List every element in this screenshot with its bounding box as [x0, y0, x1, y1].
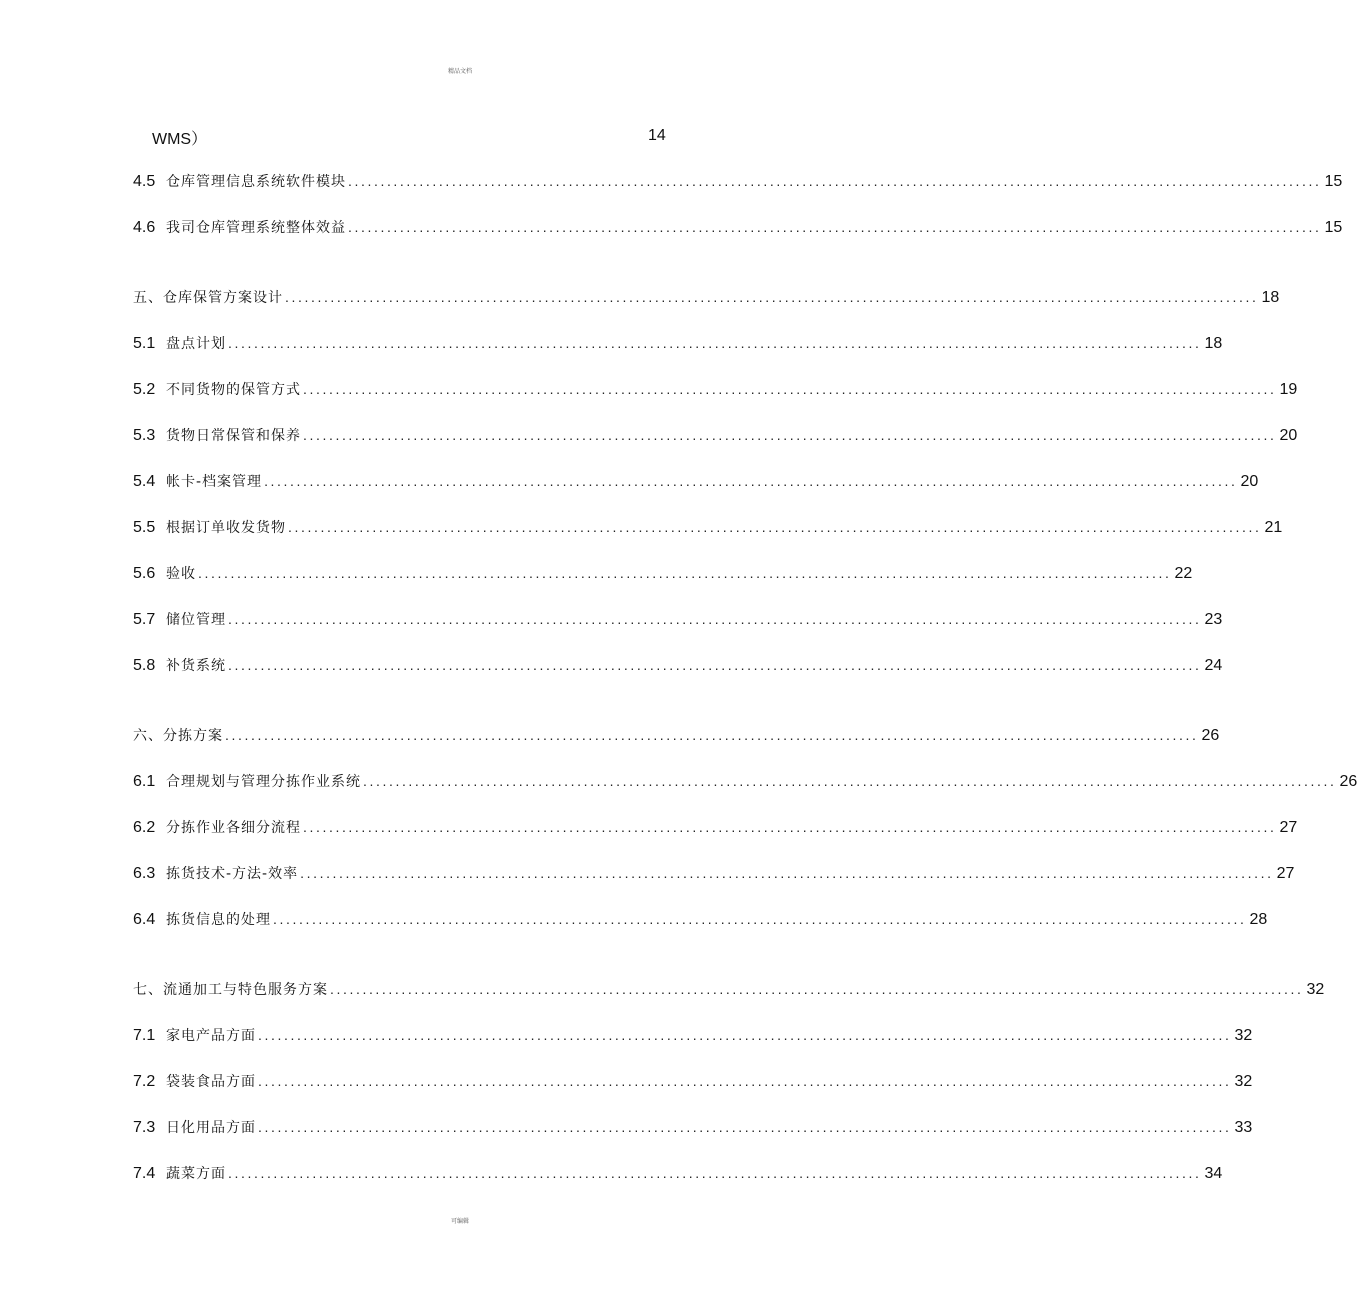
toc-dot-leader: ......................................................................................................................................................: [300, 865, 1274, 881]
toc-dot-leader: ......................................................................................................................................................: [348, 173, 1322, 189]
toc-entry-title: 蔬菜方面: [166, 1166, 226, 1182]
toc-dot-leader: ......................................................................................................................................................: [228, 1165, 1202, 1181]
toc-entry[interactable]: [133, 725, 1220, 749]
toc-entry-page-number: 32: [1234, 1027, 1253, 1044]
toc-entry-page-number: 20: [1279, 427, 1298, 444]
toc-dot-leader: ......................................................................................................................................................: [285, 289, 1259, 305]
toc-dot-leader: ......................................................................................................................................................: [264, 473, 1238, 489]
toc-dot-leader: ......................................................................................................................................................: [225, 727, 1199, 743]
toc-entry-title: 七、流通加工与特色服务方案: [133, 982, 328, 998]
toc-entry-title: 货物日常保管和保养: [166, 428, 301, 444]
toc-entry-number: 5.3: [133, 427, 156, 444]
toc-dot-leader: ......................................................................................................................................................: [258, 1073, 1232, 1089]
toc-entry-number: 5.2: [133, 381, 156, 398]
toc-dot-leader: ......................................................................................................................................................: [228, 335, 1202, 351]
toc-entry-title: 储位管理: [166, 612, 226, 628]
toc-entry-number: 5.6: [133, 565, 156, 582]
toc-entry[interactable]: [133, 1071, 1253, 1095]
toc-entry-title: 验收: [166, 566, 196, 582]
toc-entry-title: 五、仓库保管方案设计: [133, 290, 283, 306]
toc-dot-leader: ......................................................................................................................................................: [288, 519, 1262, 535]
toc-entry[interactable]: [133, 1117, 1253, 1141]
toc-entry-number: 5.4: [133, 473, 156, 490]
toc-entry[interactable]: [133, 771, 1357, 795]
toc-entry-title: 六、分拣方案: [133, 728, 223, 744]
toc-entry-page-number: 21: [1264, 519, 1283, 536]
toc-entry-number: 7.3: [133, 1119, 156, 1136]
toc-entry-page-number: 34: [1204, 1165, 1223, 1182]
toc-dot-leader: ......................................................................................................................................................: [303, 427, 1277, 443]
toc-entry-page-number: 22: [1174, 565, 1193, 582]
toc-entry-title: 日化用品方面: [166, 1120, 256, 1136]
toc-entry[interactable]: [133, 287, 1280, 311]
toc-entry-page-number: 27: [1279, 819, 1298, 836]
toc-entry[interactable]: [133, 217, 1343, 241]
toc-dot-leader: ......................................................................................................................................................: [228, 611, 1202, 627]
toc-entry-page-number: 32: [1306, 981, 1325, 998]
continuation-page-number: 14: [648, 127, 666, 144]
toc-entry[interactable]: [133, 171, 1343, 195]
toc-entry-page-number: 18: [1204, 335, 1223, 352]
toc-entry-number: 6.3: [133, 865, 156, 882]
header-note: 精品文档: [447, 68, 472, 75]
toc-entry-title: 帐卡-档案管理: [166, 474, 263, 490]
toc-dot-leader: ......................................................................................................................................................: [303, 381, 1277, 397]
toc-entry-title: 拣货信息的处理: [166, 912, 271, 928]
toc-entry-page-number: 20: [1240, 473, 1259, 490]
toc-dot-leader: ......................................................................................................................................................: [273, 911, 1247, 927]
toc-entry-title: 根据订单收发货物: [166, 520, 286, 536]
toc-dot-leader: ......................................................................................................................................................: [228, 657, 1202, 673]
toc-entry-number: 5.1: [133, 335, 156, 352]
toc-entry[interactable]: [133, 425, 1298, 449]
toc-entry-title: 不同货物的保管方式: [166, 382, 301, 398]
toc-entry-page-number: 15: [1324, 173, 1343, 190]
toc-entry-number: 7.4: [133, 1165, 156, 1182]
toc-entry-title: 我司仓库管理系统整体效益: [166, 220, 346, 236]
toc-entry-title: 盘点计划: [166, 336, 226, 352]
toc-entry-number: 7.1: [133, 1027, 156, 1044]
toc-entry-number: 5.8: [133, 657, 156, 674]
toc-dot-leader: ......................................................................................................................................................: [198, 565, 1172, 581]
toc-entry-number: 7.2: [133, 1073, 156, 1090]
toc-entry-page-number: 28: [1249, 911, 1268, 928]
toc-entry[interactable]: [133, 517, 1283, 541]
toc-entry-title: 补货系统: [166, 658, 226, 674]
toc-entry-number: 6.4: [133, 911, 156, 928]
toc-entry-number: 5.5: [133, 519, 156, 536]
toc-entry-page-number: 26: [1339, 773, 1357, 790]
toc-entry-page-number: 33: [1234, 1119, 1253, 1136]
toc-entry[interactable]: [133, 909, 1268, 933]
toc-entry[interactable]: [133, 979, 1325, 1003]
toc-entry-page-number: 24: [1204, 657, 1223, 674]
toc-entry[interactable]: [133, 1163, 1223, 1187]
toc-dot-leader: ......................................................................................................................................................: [303, 819, 1277, 835]
toc-entry-page-number: 32: [1234, 1073, 1253, 1090]
toc-entry-number: 4.5: [133, 173, 156, 190]
toc-entry-title: 仓库管理信息系统软件模块: [166, 174, 346, 190]
toc-dot-leader: ......................................................................................................................................................: [348, 219, 1322, 235]
toc-entry[interactable]: [133, 471, 1259, 495]
toc-entry[interactable]: [133, 609, 1223, 633]
toc-dot-leader: ......................................................................................................................................................: [258, 1119, 1232, 1135]
toc-dot-leader: ......................................................................................................................................................: [258, 1027, 1232, 1043]
toc-entry-title: 袋装食品方面: [166, 1074, 256, 1090]
toc-entry[interactable]: [133, 863, 1295, 887]
toc-entry-page-number: 26: [1201, 727, 1220, 744]
toc-entry[interactable]: [133, 1025, 1253, 1049]
toc-dot-leader: ......................................................................................................................................................: [330, 981, 1304, 997]
continuation-text: WMS）: [152, 131, 208, 148]
toc-dot-leader: ......................................................................................................................................................: [363, 773, 1337, 789]
toc-entry-title: 家电产品方面: [166, 1028, 256, 1044]
toc-continuation-line: [152, 124, 672, 148]
toc-entry-page-number: 27: [1276, 865, 1295, 882]
toc-entry-title: 拣货技术-方法-效率: [166, 866, 299, 882]
toc-entry-page-number: 23: [1204, 611, 1223, 628]
toc-entry[interactable]: [133, 333, 1223, 357]
toc-entry[interactable]: [133, 655, 1223, 679]
toc-entry-title: 分拣作业各细分流程: [166, 820, 301, 836]
toc-entry-number: 6.1: [133, 773, 156, 790]
toc-entry[interactable]: [133, 379, 1298, 403]
toc-entry-number: 6.2: [133, 819, 156, 836]
toc-entry[interactable]: [133, 817, 1298, 841]
toc-entry-page-number: 19: [1279, 381, 1298, 398]
footer-note: 可编辑: [450, 1218, 469, 1225]
toc-entry-title: 合理规划与管理分拣作业系统: [166, 774, 361, 790]
toc-entry-page-number: 18: [1261, 289, 1280, 306]
toc-entry[interactable]: [133, 563, 1193, 587]
toc-entry-number: 5.7: [133, 611, 156, 628]
toc-entry-page-number: 15: [1324, 219, 1343, 236]
toc-entry-number: 4.6: [133, 219, 156, 236]
